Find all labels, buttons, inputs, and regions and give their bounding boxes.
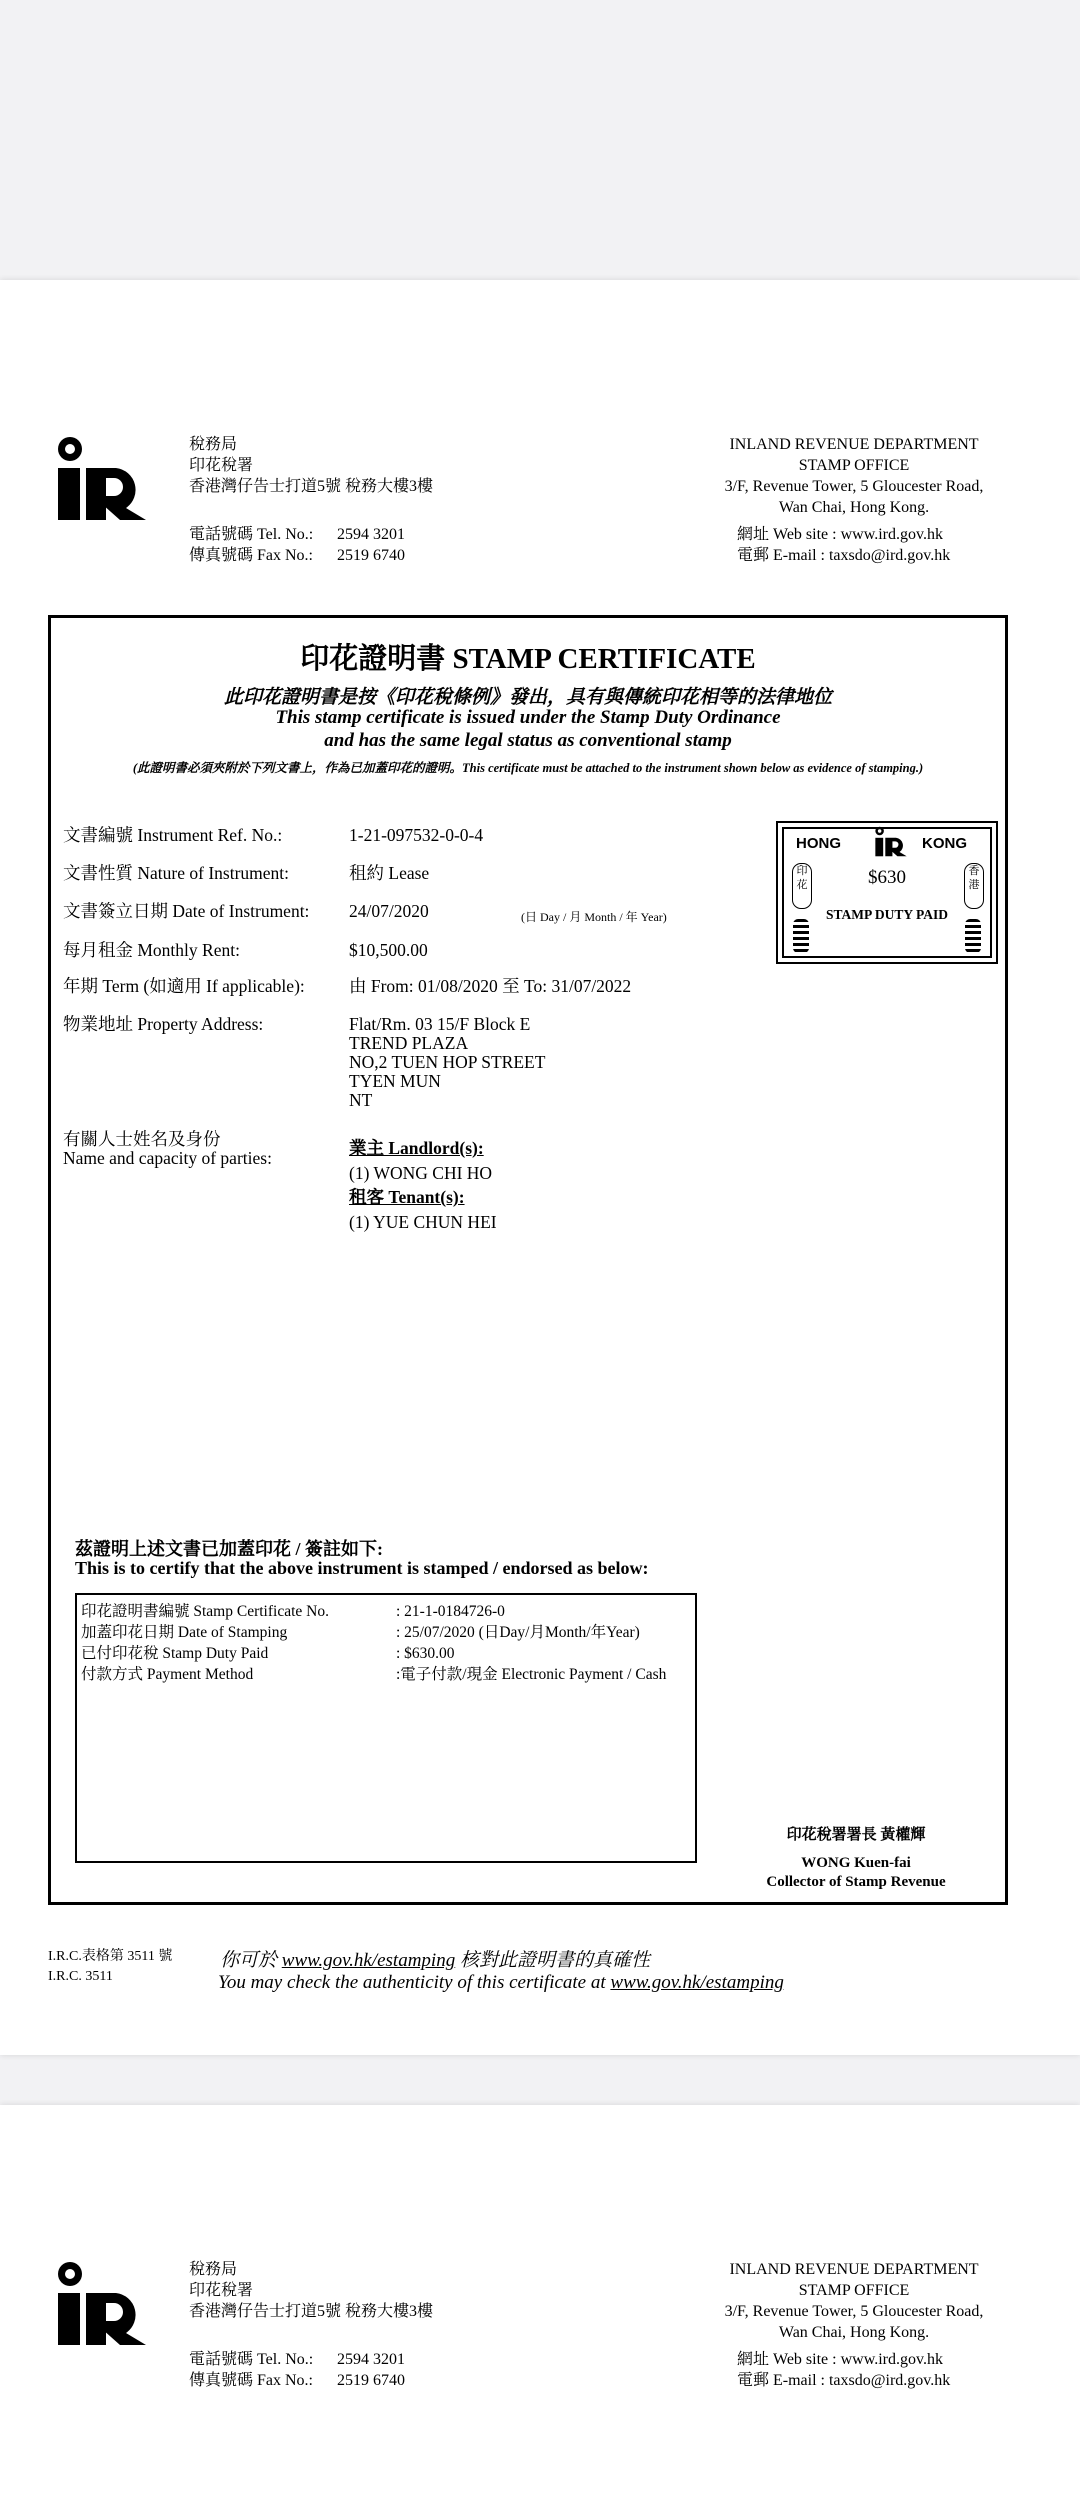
nature-value: 租約 Lease <box>349 863 430 883</box>
stamp-paid-text: STAMP DUTY PAID <box>825 907 948 922</box>
address-line: TYEN MUN <box>349 1071 441 1091</box>
contact-web <box>737 524 950 566</box>
collector-name: WONG Kuen-fai <box>801 1855 911 1871</box>
tenant-label: 租客 Tenant(s): <box>349 1187 465 1207</box>
ref-value: 1-21-097532-0-0-4 <box>349 825 484 845</box>
header-right <box>709 2259 999 2343</box>
document-page-1 <box>0 280 1080 2055</box>
email: 電郵 E-mail : taxsdo@ird.gov.hk <box>737 2372 951 2389</box>
address-line: Flat/Rm. 03 15/F Block E <box>349 1014 531 1034</box>
address-zh: 香港灣仔告士打道5號 稅務大樓3樓 <box>189 478 434 495</box>
property-address <box>349 1015 545 1110</box>
date-label: 文書簽立日期 Date of Instrument: <box>63 901 310 921</box>
dept-zh: 稅務局 <box>189 2261 238 2278</box>
address-en-2: Wan Chai, Hong Kong. <box>778 2324 930 2341</box>
certificate-subtitle-en-1: This stamp certificate is issued under the Stamp Duty Ordinance <box>275 707 781 728</box>
ird-logo-icon <box>54 2257 150 2347</box>
endorsement-box <box>75 1593 697 1863</box>
seal-left-icon: 印花 <box>792 863 812 909</box>
certify-zh: 茲證明上述文書已加蓋印花 / 簽註如下: <box>75 1539 383 1559</box>
form-number-zh: I.R.C.表格第 3511 號 <box>48 1949 173 1964</box>
email: 電郵 E-mail : taxsdo@ird.gov.hk <box>737 547 951 564</box>
fax-label: 傳真號碼 Fax No.: <box>189 547 314 564</box>
endorsement-row: 已付印花稅 Stamp Duty Paid : $630.00 <box>81 1645 455 1662</box>
web-site: 網址 Web site : www.ird.gov.hk <box>737 2351 943 2368</box>
office-en: STAMP OFFICE <box>798 2282 910 2299</box>
document-page-2 <box>0 2105 1080 2505</box>
estamping-link[interactable]: www.gov.hk/estamping <box>610 1972 784 1993</box>
coil-left-icon <box>793 919 809 953</box>
dept-zh: 稅務局 <box>189 436 238 453</box>
fax-value: 2519 6740 <box>337 547 405 564</box>
address-en-1: 3/F, Revenue Tower, 5 Gloucester Road, <box>724 2303 984 2320</box>
address-label: 物業地址 Property Address: <box>63 1014 264 1034</box>
parties-label-zh: 有關人士姓名及身份 <box>63 1129 221 1149</box>
ref-label: 文書編號 Instrument Ref. No.: <box>63 825 283 845</box>
stamp-duty-paid-stamp <box>776 821 998 964</box>
tel-value: 2594 3201 <box>337 2351 405 2368</box>
header-left <box>189 434 433 497</box>
estamping-link[interactable]: www.gov.hk/estamping <box>281 1950 456 1971</box>
stamp-kong: KONG <box>922 835 967 852</box>
stamp-certificate <box>48 615 1008 1905</box>
seal-right-icon: 香港 <box>964 863 984 909</box>
header-left <box>189 2259 433 2322</box>
certificate-subtitle-en-2: and has the same legal status as conventional stamp <box>324 730 732 751</box>
web-site: 網址 Web site : www.ird.gov.hk <box>737 526 943 543</box>
nature-label: 文書性質 Nature of Instrument: <box>63 863 289 883</box>
address-line: NT <box>349 1090 373 1110</box>
tel-label: 電話號碼 Tel. No.: <box>189 526 314 543</box>
landlord-name: (1) WONG CHI HO <box>349 1163 493 1183</box>
address-line: TREND PLAZA <box>349 1033 469 1053</box>
dept-en: INLAND REVENUE DEPARTMENT <box>729 436 979 453</box>
tenant-name: (1) YUE CHUN HEI <box>349 1212 497 1232</box>
contact-numbers <box>189 524 405 566</box>
endorsement-row: 加蓋印花日期 Date of Stamping : 25/07/2020 (日Day/月Month/年Year) <box>81 1624 640 1641</box>
office-zh: 印花稅署 <box>189 457 254 474</box>
verify-note-zh: 你可於 www.gov.hk/estamping 核對此證明書的真確性 <box>220 1950 650 1971</box>
contact-numbers <box>189 2349 405 2391</box>
ird-logo-icon <box>54 432 150 522</box>
address-en-1: 3/F, Revenue Tower, 5 Gloucester Road, <box>724 478 984 495</box>
stamp-amount: $630 <box>868 867 906 888</box>
office-zh: 印花稅署 <box>189 2282 254 2299</box>
endorsement-row: 印花證明書編號 Stamp Certificate No. : 21-1-0184726-0 <box>81 1603 505 1620</box>
address-en-2: Wan Chai, Hong Kong. <box>778 499 930 516</box>
stamp-ird-logo-icon <box>872 825 910 857</box>
certify-en: This is to certify that the above instrument is stamped / endorsed as below: <box>75 1558 649 1578</box>
parties-label-en: Name and capacity of parties: <box>63 1148 272 1168</box>
collector-zh: 印花稅署署長 黃權輝 <box>786 1827 926 1843</box>
verify-note-en: You may check the authenticity of this certificate at www.gov.hk/estamping <box>218 1972 784 1993</box>
rent-value: $10,500.00 <box>349 940 428 960</box>
rent-label: 每月租金 Monthly Rent: <box>63 940 240 960</box>
certificate-subtitle-zh: 此印花證明書是按《印花稅條例》發出，具有與傳統印花相等的法律地位 <box>223 687 832 708</box>
tel-label: 電話號碼 Tel. No.: <box>189 2351 314 2368</box>
endorsement-row: 付款方式 Payment Method :電子付款/現金 Electronic Payment / Cash <box>81 1666 667 1683</box>
address-zh: 香港灣仔告士打道5號 稅務大樓3樓 <box>189 2303 434 2320</box>
form-number-en: I.R.C. 3511 <box>48 1969 113 1984</box>
header-right <box>709 434 999 518</box>
date-format: (日 Day / 月 Month / 年 Year) <box>521 910 667 924</box>
coil-right-icon <box>965 919 981 953</box>
stamp-hong: HONG <box>796 835 841 852</box>
contact-web <box>737 2349 950 2391</box>
landlord-label: 業主 Landlord(s): <box>349 1138 484 1158</box>
certificate-note: (此證明書必須夾附於下列文書上，作為已加蓋印花的證明。This certificate must be attached to the instrument shown below as evidence of stamping.) <box>132 761 924 775</box>
address-line: NO,2 TUEN HOP STREET <box>349 1052 546 1072</box>
fax-value: 2519 6740 <box>337 2372 405 2389</box>
term-value: 由 From: 01/08/2020 至 To: 31/07/2022 <box>349 976 632 996</box>
certificate-title: 印花證明書 STAMP CERTIFICATE <box>300 643 756 675</box>
form-number <box>48 1947 172 1987</box>
dept-en: INLAND REVENUE DEPARTMENT <box>729 2261 979 2278</box>
date-value: 24/07/2020 <box>349 901 429 921</box>
fax-label: 傳真號碼 Fax No.: <box>189 2372 314 2389</box>
collector-title: Collector of Stamp Revenue <box>766 1874 946 1890</box>
tel-value: 2594 3201 <box>337 526 405 543</box>
term-label: 年期 Term (如適用 If applicable): <box>63 976 305 996</box>
office-en: STAMP OFFICE <box>798 457 910 474</box>
